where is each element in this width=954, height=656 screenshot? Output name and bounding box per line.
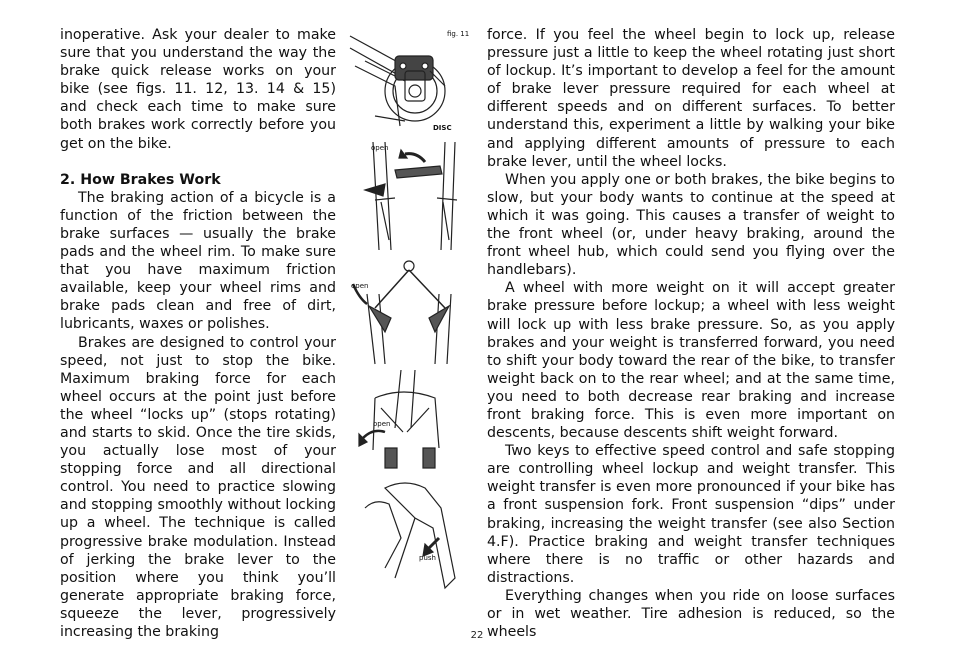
brake-lever-illustration	[345, 478, 475, 590]
paragraph-modulation: Brakes are designed to control your speed, not just to stop the bike. Maximum braking force for each wheel occurs at the point just before the wheel “locks up” (stops rotating) and starts to skid. Once the tire skids, you actually lose most of your stopping force and all directional control. You need to practice slowing and stopping smoothly without locking up a wheel. The technique is called progressive brake modulation. Instead of jerking the brake lever to the position where you think you’ll generate appropriate braking force, squeeze the lever, progressively increasing the braking	[60, 334, 336, 640]
paragraph-loose-surfaces: Everything changes when you ride on loose surfaces or in wet weather. Tire adhesion is reduced, so the wheels	[487, 587, 895, 641]
caliper-brake-illustration	[345, 368, 475, 480]
paragraph-two-keys: Two keys to effective speed control and safe stopping are controlling wheel lockup and weight transfer. This weight transfer is even more pronounced if your bike has a front suspension fork. Front suspension “dips” under braking, increasing the weight transfer (see also Section 4.F). Practice braking and weight transfer techniques where there is no traffic or other hazards and distractions.	[487, 443, 895, 586]
push-label: push	[419, 554, 436, 562]
open-label-caliper: open	[373, 420, 391, 428]
paragraph-wheel-weight: A wheel with more weight on it will accept greater brake pressure before lockup; a wheel with less weight will lock up with less brake pressure. So, as you apply brakes and your weight is transferred forward, you need to shift your body toward the rear of the bike, to transfer weight back on to the rear wheel; and at the same time, you need to both decrease rear braking and increase front braking force. This is even more important on descents, because descents shift weight forward.	[487, 280, 895, 442]
paragraph-friction: The braking action of a bicycle is a function of the friction between the brake surfaces — usually the brake pads and the wheel rim. To make sure that you have maximum friction available, keep your wheel rims and brake pads clean and free of dirt, lubricants, waxes or polishes.	[60, 189, 336, 333]
left-text-column	[60, 26, 336, 641]
v-brake-illustration	[345, 140, 475, 252]
figure-number: fig. 11	[447, 30, 470, 38]
disc-brake-illustration	[345, 26, 475, 136]
cantilever-brake-illustration	[345, 254, 475, 366]
intro-paragraph: inoperative. Ask your dealer to make sure that you understand the way the brake quick release works on your bike (see figs. 11. 12, 13. 14 & 15) and check each time to make sure both brakes work correctly before you get on the bike.	[60, 27, 336, 152]
right-text-column	[487, 26, 895, 641]
brake-figures	[345, 22, 475, 612]
disc-label: DISC	[433, 124, 452, 132]
paragraph-weight-transfer: When you apply one or both brakes, the bike begins to slow, but your body wants to continue at the speed at which it was going. This causes a transfer of weight to the front wheel (or, under heavy braking, around the front wheel hub, which could send you flying over the handlebars).	[487, 171, 895, 279]
open-label-v-brake: open	[371, 144, 389, 152]
page-number: 22	[470, 630, 484, 641]
section-heading: 2. How Brakes Work	[60, 171, 221, 188]
open-label-cantilever: open	[351, 282, 369, 290]
paragraph-lockup-release: force. If you feel the wheel begin to lock up, release pressure just a little to keep the wheel rotating just short of lockup. It’s important to develop a feel for the amount of brake lever pressure required for each wheel at different speeds and on different surfaces. To better understand this, experiment a little by walking your bike and applying different amounts of pressure to each brake lever, until the wheel locks.	[487, 27, 895, 170]
